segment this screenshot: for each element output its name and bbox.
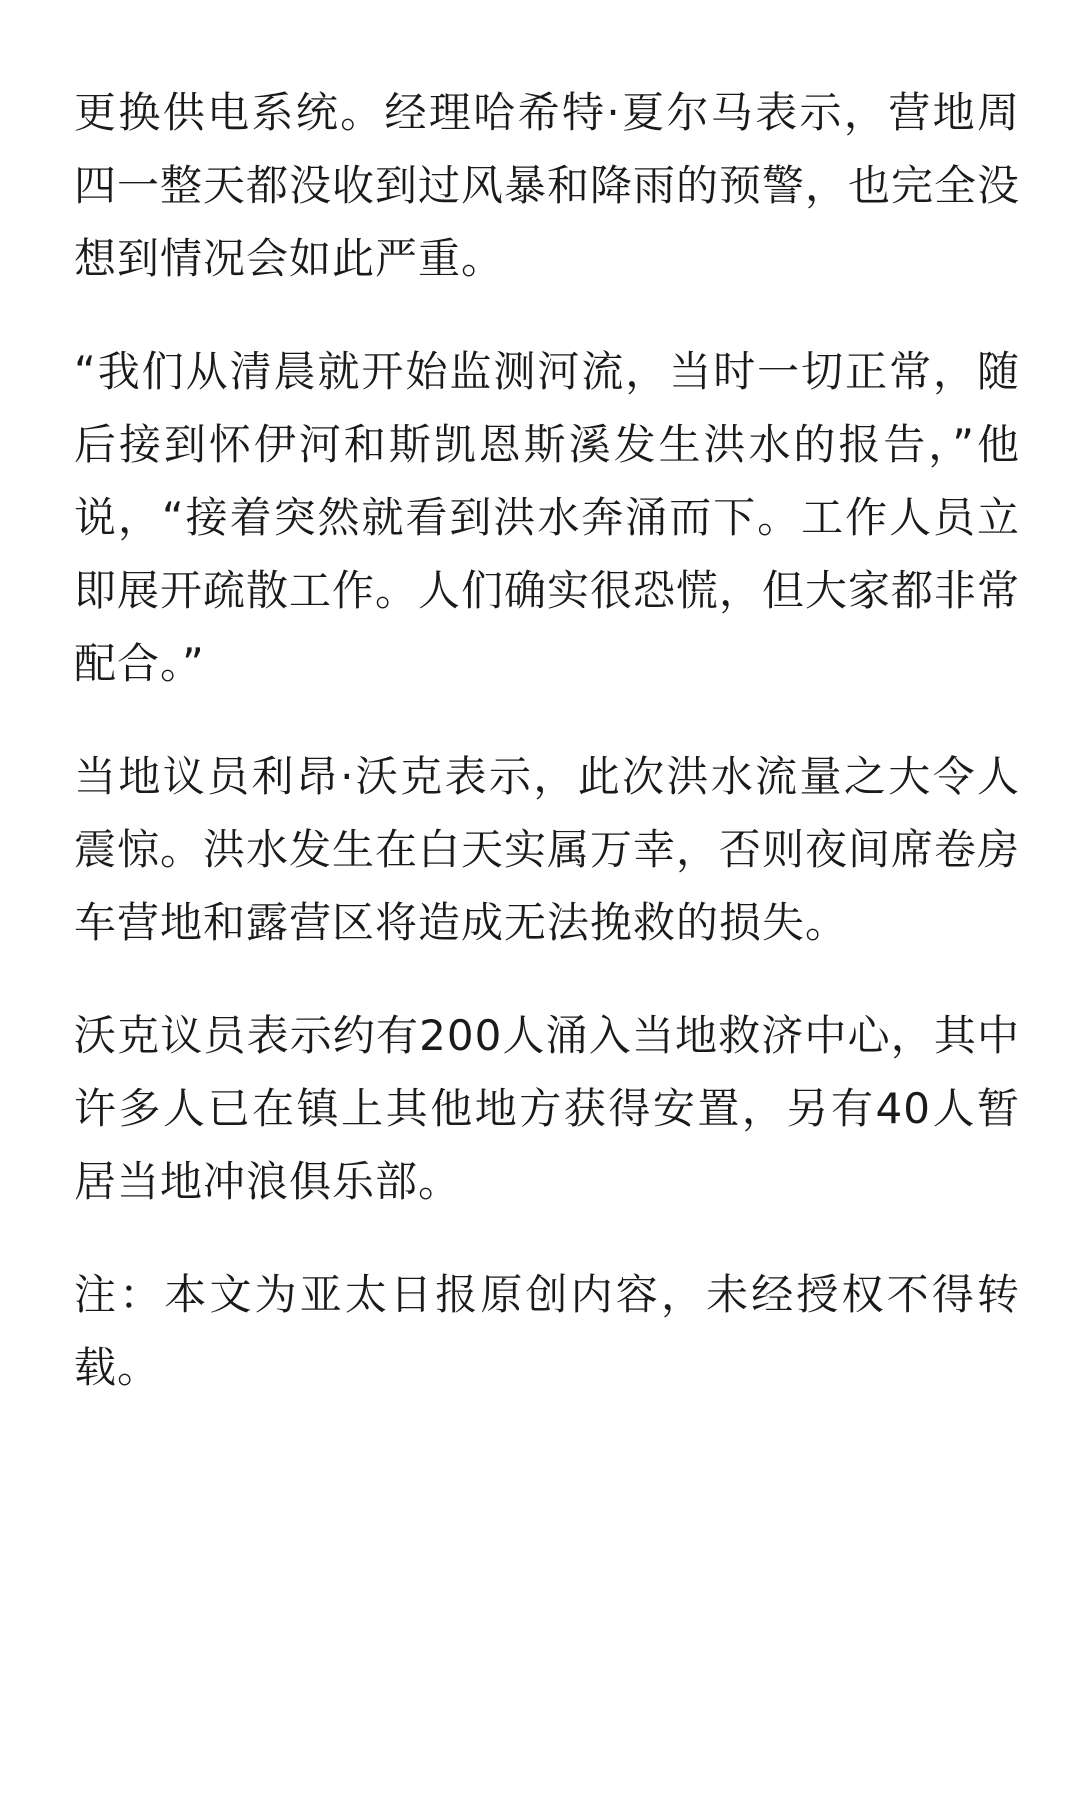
paragraph-councillor-walker: 当地议员利昂·沃克表示，此次洪水流量之大令人震惊。洪水发生在白天实属万幸，否则夜间席卷房车营地和露营区将造成无法挽救的损失。 — [74, 752, 1021, 947]
paragraph-power-system: 更换供电系统。经理哈希特·夏尔马表示，营地周四一整天都没收到过风暴和降雨的预警，也完全没想到情况会如此严重。 — [74, 88, 1021, 283]
paragraph-quote-monitoring: “我们从清晨就开始监测河流，当时一切正常，随后接到怀伊河和斯凯恩斯溪发生洪水的报告，”他说，“接着突然就看到洪水奔涌而下。工作人员立即展开疏散工作。人们确实很恐慌，但大家都非常配合。” — [74, 347, 1021, 688]
article-body — [74, 76, 1020, 1444]
paragraph-relief-centre: 沃克议员表示约有200人涌入当地救济中心，其中许多人已在镇上其他地方获得安置，另有40人暂居当地冲浪俱乐部。 — [74, 1011, 1020, 1206]
copyright-note: 注：本文为亚太日报原创内容，未经授权不得转载。 — [74, 1270, 1020, 1392]
